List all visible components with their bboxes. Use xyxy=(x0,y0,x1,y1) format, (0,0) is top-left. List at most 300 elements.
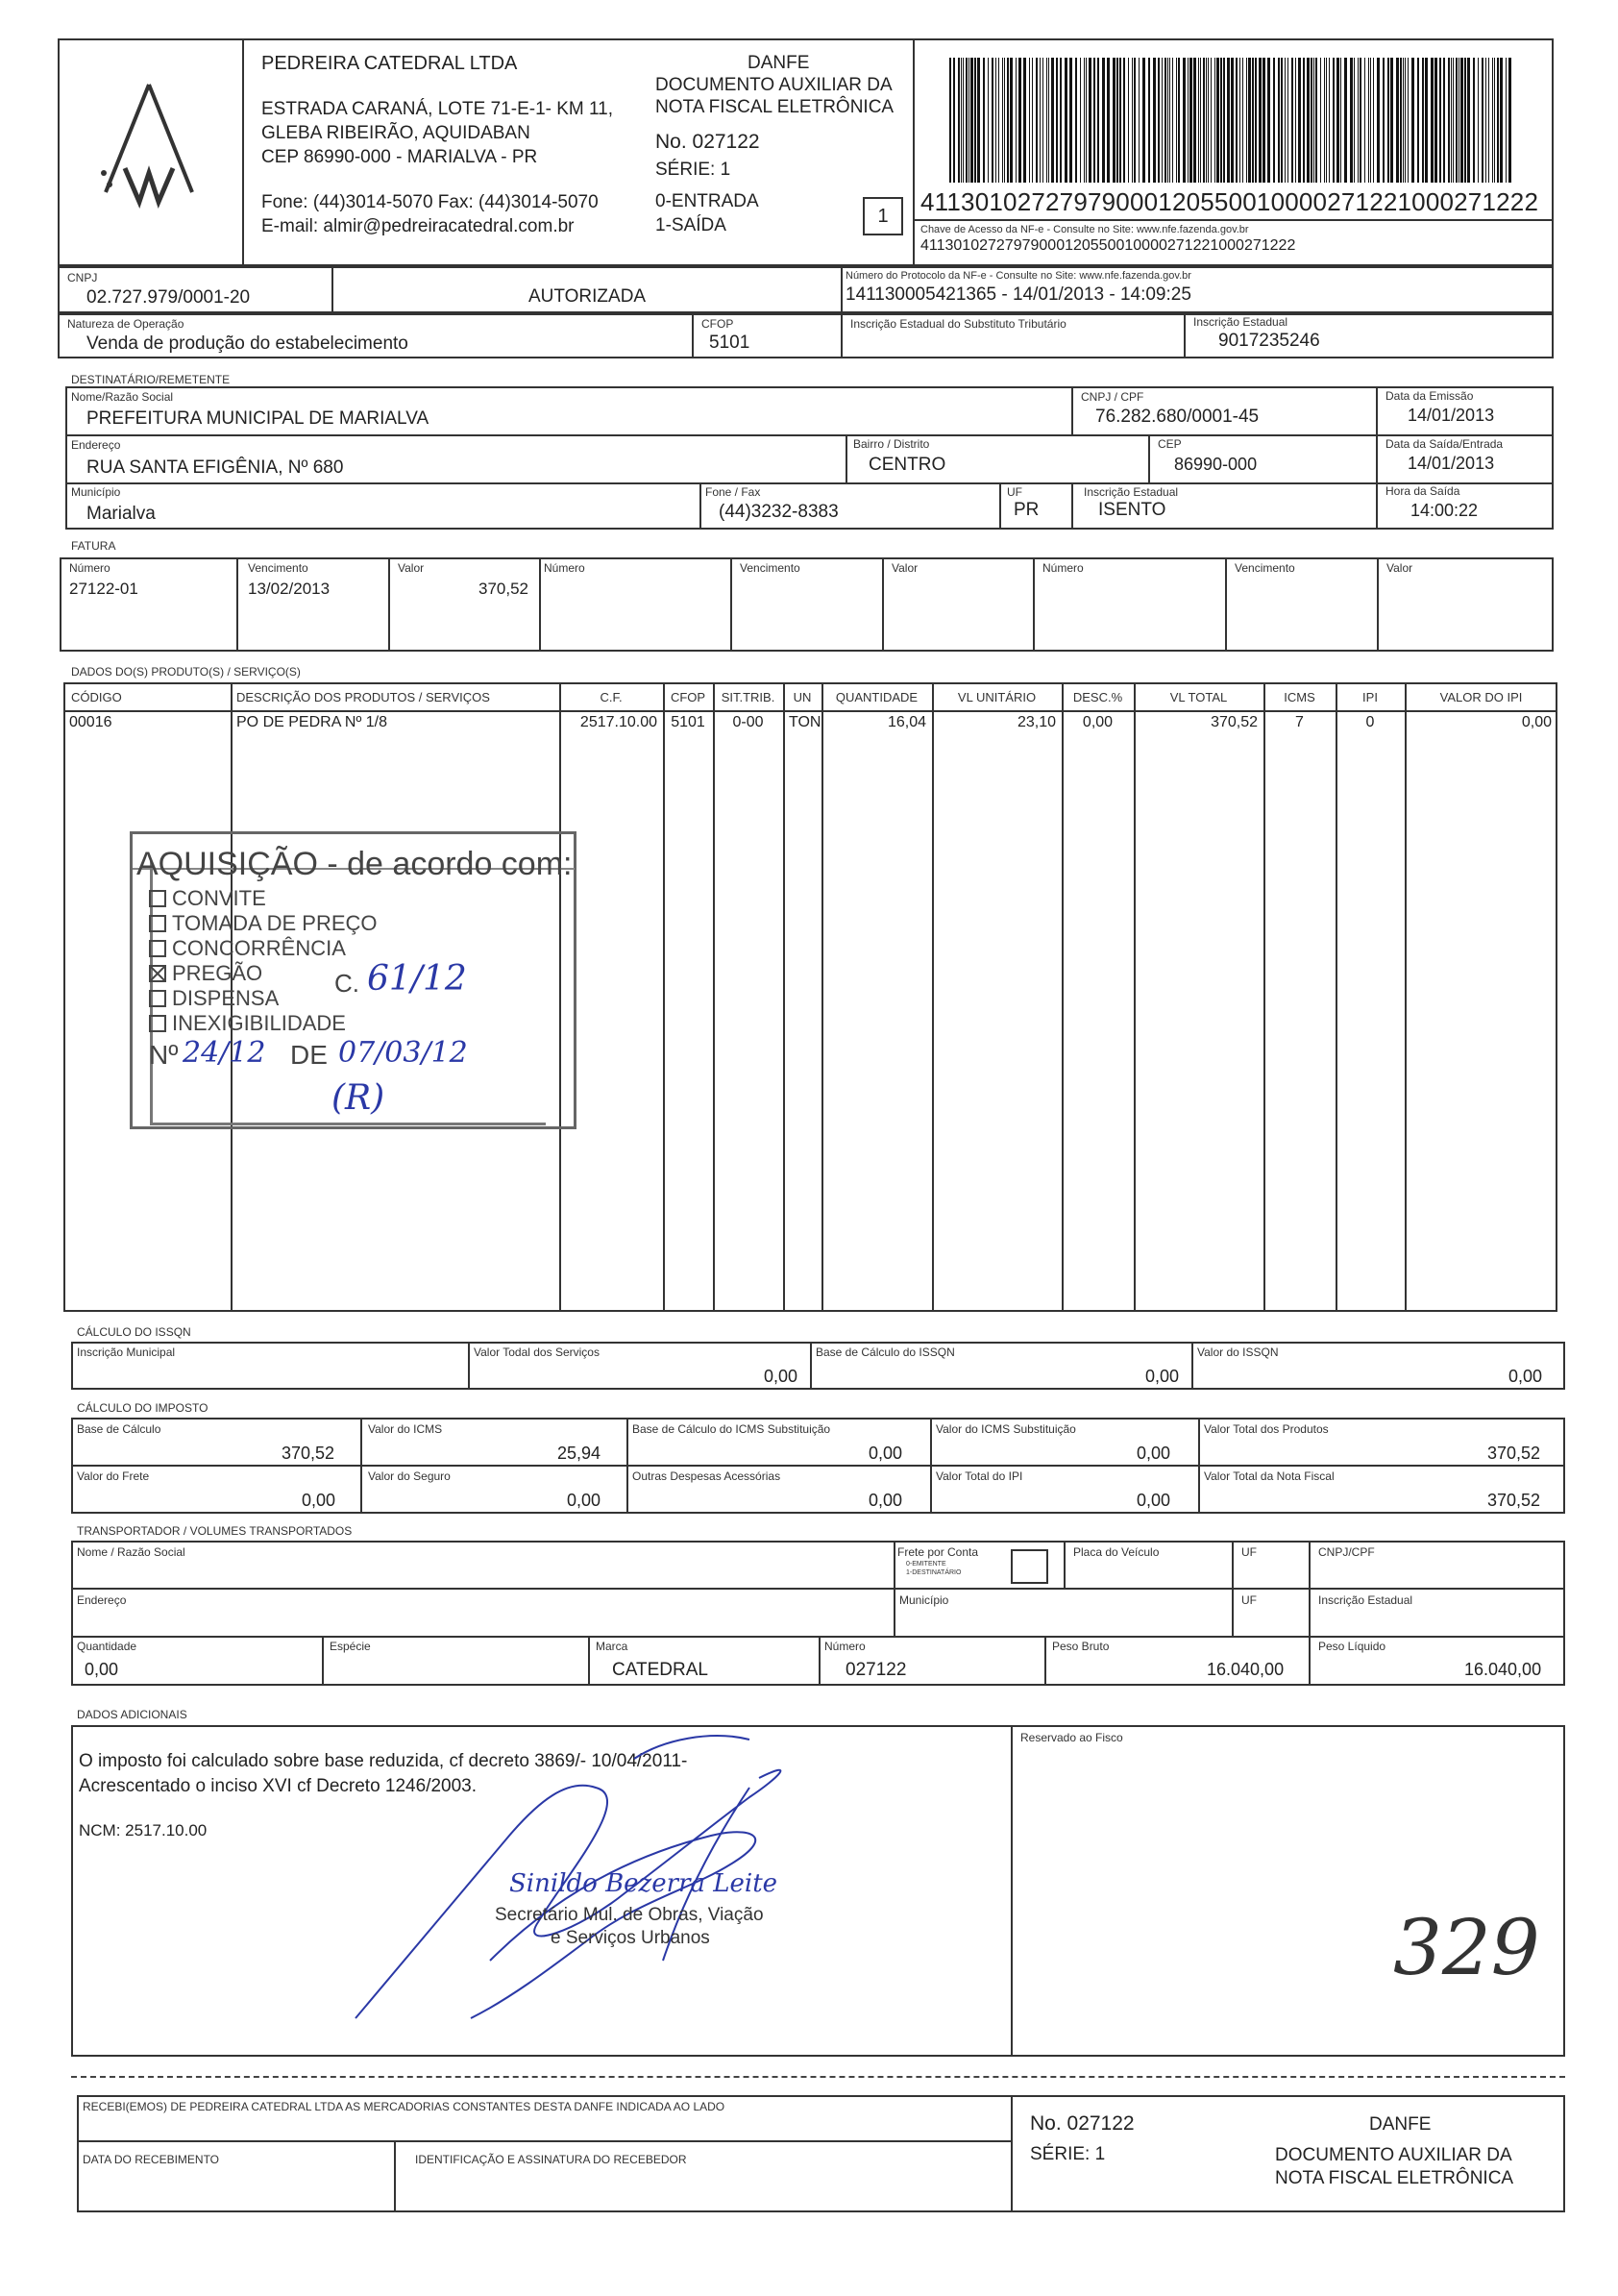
tr-h1 xyxy=(71,1588,1565,1590)
canhoto-h xyxy=(77,2140,1011,2142)
barcode-bar xyxy=(1040,58,1041,183)
linha3-div2 xyxy=(841,313,843,358)
barcode-bar xyxy=(1405,58,1406,183)
barcode-bar xyxy=(974,58,976,183)
adic-fisco-label: Reservado ao Fisco xyxy=(1020,1731,1123,1744)
dest-v-right xyxy=(1376,386,1378,530)
adic-linha1: O imposto foi calculado sobre base reduzida, cf decreto 3869/- 10/04/2011- xyxy=(79,1751,688,1771)
barcode-bar xyxy=(1373,58,1374,183)
imp-seguro: 0,00 xyxy=(567,1491,601,1510)
barcode-bar xyxy=(1464,58,1466,183)
stamp-data-prefix: DE xyxy=(290,1040,328,1070)
stamp-opt-inexigibilidade xyxy=(149,1011,346,1036)
dest-bairro-label: Bairro / Distrito xyxy=(853,437,930,451)
ie-st-label: Inscrição Estadual do Substituto Tributário xyxy=(850,317,1066,331)
chave-divider xyxy=(913,219,1554,221)
tr-v-q1 xyxy=(322,1636,324,1686)
barcode-bar xyxy=(949,58,951,183)
barcode-bar xyxy=(1158,58,1160,183)
dest-v-uf xyxy=(999,482,1001,530)
barcode-bar xyxy=(1164,58,1166,183)
linha2-div1 xyxy=(331,266,333,313)
stamp-opt-dispensa xyxy=(149,986,279,1011)
barcode-bar xyxy=(1200,58,1201,183)
tr-uf-label: UF xyxy=(1241,1545,1257,1559)
product-col-divider xyxy=(821,682,823,1312)
barcode-bar xyxy=(1387,58,1389,183)
barcode-bar xyxy=(1051,58,1054,183)
barcode-bar xyxy=(968,58,969,183)
tr-v-q2 xyxy=(588,1636,590,1686)
barcode-bar xyxy=(1056,58,1058,183)
issqn-im-label: Inscrição Municipal xyxy=(77,1346,176,1359)
barcode-bar xyxy=(1252,58,1254,183)
checkbox-icon xyxy=(149,940,166,957)
barcode-bar xyxy=(1128,58,1129,183)
barcode-bar xyxy=(1060,58,1062,183)
dest-municipio: Marialva xyxy=(86,504,156,524)
fatura-section: FATURA xyxy=(71,539,116,553)
imp-v3 xyxy=(930,1418,932,1514)
tr-peso-liquido-label: Peso Líquido xyxy=(1318,1640,1386,1653)
barcode-bar xyxy=(1403,58,1404,183)
barcode-bar xyxy=(1431,58,1434,183)
barcode-bar xyxy=(1368,58,1369,183)
barcode-bar xyxy=(1134,58,1136,183)
dest-endereco-label: Endereço xyxy=(71,438,121,452)
tr-v-placa xyxy=(1064,1541,1066,1588)
product-header-4: SIT.TRIB. xyxy=(721,690,775,704)
fat-vencimento: 13/02/2013 xyxy=(248,580,331,598)
dest-cnpj: 76.282.680/0001-45 xyxy=(1095,407,1260,427)
cnpj-value: 02.727.979/0001-20 xyxy=(86,287,251,308)
barcode-bar xyxy=(1287,58,1288,183)
imp-ipi: 0,00 xyxy=(1137,1491,1171,1510)
tr-frete-label: Frete por Conta xyxy=(897,1545,979,1559)
danfe-saida: 1-SAÍDA xyxy=(655,215,726,235)
barcode-bar xyxy=(1004,58,1005,183)
imp-outras-label: Outras Despesas Acessórias xyxy=(632,1469,781,1483)
protocolo-value: 141130005421365 - 14/01/2013 - 14:09:25 xyxy=(846,284,1191,305)
barcode-bar xyxy=(1248,58,1251,183)
barcode-bar xyxy=(1354,58,1355,183)
barcode-bar xyxy=(992,58,993,183)
issqn-base: 0,00 xyxy=(1145,1367,1180,1386)
barcode-bar xyxy=(1102,58,1105,183)
tr-v-uf xyxy=(1232,1541,1234,1636)
imp-base: 370,52 xyxy=(282,1444,335,1463)
imp-base-label: Base de Cálculo xyxy=(77,1422,161,1436)
product-header-11: IPI xyxy=(1362,690,1378,704)
danfe-title: DANFE xyxy=(748,53,810,73)
emitente-endereco2: GLEBA RIBEIRÃO, AQUIDABAN xyxy=(261,123,530,143)
barcode-bar xyxy=(1048,58,1049,183)
stamp-opt-tomada-label: TOMADA DE PREÇO xyxy=(172,911,378,935)
barcode-bar xyxy=(977,58,980,183)
barcode-bar xyxy=(1434,58,1437,183)
barcode-bar xyxy=(1227,58,1230,183)
barcode-bar xyxy=(1439,58,1441,183)
header-divider-right xyxy=(913,38,915,266)
product-header-7: VL UNITÁRIO xyxy=(957,690,1037,704)
issqn-servicos-label: Valor Todal dos Serviços xyxy=(474,1346,600,1359)
imp-total-nota-label: Valor Total da Nota Fiscal xyxy=(1204,1469,1335,1483)
stamp-pregao-prefix: C. xyxy=(334,969,359,998)
cfop-value: 5101 xyxy=(709,333,750,353)
fat-valor-label-2: Valor xyxy=(892,561,919,575)
barcode-bar xyxy=(1162,58,1163,183)
barcode-bar xyxy=(1206,58,1207,183)
natureza-value: Venda de produção do estabelecimento xyxy=(86,333,408,354)
adic-anotacao: 329 xyxy=(1393,1903,1540,1992)
tr-frete-op0: 0-EMITENTE xyxy=(906,1561,946,1568)
barcode-bar xyxy=(1231,58,1234,183)
barcode-bar xyxy=(1390,58,1393,183)
natureza-label: Natureza de Operação xyxy=(67,317,184,331)
stamp-opt-inexigibilidade-label: INEXIGIBILIDADE xyxy=(172,1011,346,1035)
barcode-bar xyxy=(1065,58,1067,183)
barcode-bar xyxy=(1139,58,1140,183)
dest-emissao-label: Data da Emissão xyxy=(1385,389,1474,403)
barcode-bar xyxy=(1400,58,1402,183)
barcode-bar xyxy=(1208,58,1209,183)
stamp-opt-pregao-label: PREGÃO xyxy=(172,961,263,985)
barcode-bar xyxy=(1451,58,1452,183)
barcode-bar xyxy=(1046,58,1047,183)
fat-v4 xyxy=(730,557,732,652)
barcode-bar xyxy=(1285,58,1286,183)
barcode-bar xyxy=(958,58,960,183)
barcode-bar xyxy=(1029,58,1030,183)
tr-municipio-label: Município xyxy=(899,1593,949,1607)
dest-uf: PR xyxy=(1014,500,1040,520)
ie-value: 9017235246 xyxy=(1218,331,1320,351)
product-cell-2: 2517.10.00 xyxy=(579,714,657,730)
tr-quantidade: 0,00 xyxy=(85,1660,119,1679)
product-header-2: C.F. xyxy=(600,690,623,704)
barcode-bar xyxy=(1086,58,1087,183)
barcode-bar xyxy=(1329,58,1330,183)
product-header-9: VL TOTAL xyxy=(1169,690,1228,704)
barcode-bar xyxy=(1281,58,1283,183)
dest-fone: (44)3232-8383 xyxy=(719,502,839,522)
fat-num-label-1: Número xyxy=(69,561,110,575)
danfe-entrada: 0-ENTRADA xyxy=(655,191,759,211)
barcode-bar xyxy=(1320,58,1321,183)
cfop-label: CFOP xyxy=(701,317,734,331)
barcode-bar xyxy=(1344,58,1347,183)
emitente-endereco3: CEP 86990-000 - MARIALVA - PR xyxy=(261,147,538,167)
barcode-bar xyxy=(1506,58,1507,183)
barcode-bar xyxy=(1178,58,1180,183)
tr-frete-op1: 1-DESTINATÁRIO xyxy=(906,1569,962,1576)
barcode-bar xyxy=(1148,58,1150,183)
imp-base-st-label: Base de Cálculo do ICMS Substituição xyxy=(632,1422,831,1436)
tr-peso-bruto: 16.040,00 xyxy=(1207,1660,1285,1679)
dest-uf-label: UF xyxy=(1007,485,1022,499)
stamp-bottom-line xyxy=(152,1123,546,1125)
barcode-bar xyxy=(1358,58,1359,183)
tr-frete-checkbox xyxy=(1011,1549,1048,1584)
checkbox-icon xyxy=(149,1015,166,1032)
issqn-valor: 0,00 xyxy=(1508,1367,1543,1386)
barcode-bar xyxy=(1119,58,1121,183)
dest-hora: 14:00:22 xyxy=(1410,501,1479,520)
barcode-bar xyxy=(1216,58,1219,183)
dest-ie-label: Inscrição Estadual xyxy=(1084,485,1179,499)
dest-cep-label: CEP xyxy=(1158,437,1182,451)
checkbox-icon xyxy=(149,915,166,932)
barcode-bar xyxy=(983,58,985,183)
barcode-bar xyxy=(1492,58,1493,183)
barcode-bar xyxy=(1246,58,1247,183)
header-divider-left xyxy=(242,38,244,266)
imp-total-prod: 370,52 xyxy=(1487,1444,1541,1463)
barcode-bar xyxy=(1259,58,1262,183)
barcode-bar xyxy=(1497,58,1499,183)
fat-venc-label-2: Vencimento xyxy=(740,561,800,575)
dest-nome-label: Nome/Razão Social xyxy=(71,390,174,404)
barcode-bar xyxy=(1010,58,1013,183)
canhoto-sub2: NOTA FISCAL ELETRÔNICA xyxy=(1275,2168,1514,2188)
fat-num-label-3: Número xyxy=(1042,561,1084,575)
barcode-bar xyxy=(1336,58,1339,183)
canhoto-sub1: DOCUMENTO AUXILIAR DA xyxy=(1275,2145,1512,2165)
barcode-bar xyxy=(1176,58,1177,183)
product-col-divider xyxy=(932,682,934,1312)
imp-icms-st: 0,00 xyxy=(1137,1444,1171,1463)
barcode-bar xyxy=(988,58,989,183)
barcode-bar xyxy=(1036,58,1038,183)
imp-v1 xyxy=(360,1418,362,1514)
dest-v-cep xyxy=(1148,434,1150,482)
protocolo-label: Número do Protocolo da NF-e - Consulte no Site: www.nfe.fazenda.gov.br xyxy=(846,270,1191,282)
barcode-bar xyxy=(1255,58,1257,183)
prod-header-line xyxy=(63,710,1557,712)
checkbox-icon xyxy=(149,990,166,1007)
tr-marca-label: Marca xyxy=(596,1640,628,1653)
product-cell-5: TON xyxy=(789,714,821,730)
barcode-bar xyxy=(1113,58,1115,183)
barcode-bar xyxy=(1167,58,1168,183)
product-col-divider xyxy=(713,682,715,1312)
barcode-bar xyxy=(1485,58,1486,183)
tr-cnpj-label: CNPJ/CPF xyxy=(1318,1545,1375,1559)
barcode-bar xyxy=(1172,58,1173,183)
stamp-opt-tomada xyxy=(149,911,378,936)
imp-outras: 0,00 xyxy=(869,1491,903,1510)
barcode-bar xyxy=(1443,58,1445,183)
product-cell-11: 0 xyxy=(1365,714,1375,730)
barcode-bar xyxy=(1488,58,1489,183)
danfe-serie: SÉRIE: 1 xyxy=(655,160,731,180)
imposto-section: CÁLCULO DO IMPOSTO xyxy=(77,1401,208,1415)
tr-v-frete xyxy=(894,1541,895,1636)
fat-v1 xyxy=(236,557,238,652)
stamp-title: AQUISIÇÃO - de acordo com: xyxy=(136,846,573,882)
product-col-divider xyxy=(1263,682,1265,1312)
signature-name: Sinildo Bezerra Leite xyxy=(509,1869,778,1898)
product-col-divider xyxy=(1134,682,1136,1312)
emitente-endereco1: ESTRADA CARANÁ, LOTE 71-E-1- KM 11, xyxy=(261,99,614,119)
barcode-bar xyxy=(1107,58,1110,183)
barcode-bar xyxy=(1460,58,1463,183)
barcode-bar xyxy=(1069,58,1072,183)
barcode-bar xyxy=(1295,58,1296,183)
barcode-bar xyxy=(1278,58,1280,183)
stamp-opt-dispensa-label: DISPENSA xyxy=(172,986,280,1010)
barcode-bar xyxy=(1214,58,1215,183)
barcode-bar xyxy=(1448,58,1450,183)
tr-especie-label: Espécie xyxy=(330,1640,371,1653)
barcode-bar xyxy=(1333,58,1335,183)
stamp-opt-convite-label: CONVITE xyxy=(172,886,266,910)
barcode xyxy=(949,58,1511,183)
adic-divider xyxy=(1011,1725,1013,2057)
stamp-opt-concorrencia-label: CONCORRÊNCIA xyxy=(172,936,346,960)
barcode-bar xyxy=(1116,58,1118,183)
barcode-bar xyxy=(1360,58,1361,183)
tr-marca: CATEDRAL xyxy=(612,1660,708,1680)
dest-v-fone xyxy=(699,482,701,530)
barcode-bar xyxy=(1263,58,1265,183)
tr-uf2-label: UF xyxy=(1241,1593,1257,1607)
stamp-opt-convite xyxy=(149,886,266,911)
barcode-bar xyxy=(1453,58,1454,183)
product-cell-6: 16,04 xyxy=(887,714,926,730)
product-header-1: DESCRIÇÃO DOS PRODUTOS / SERVIÇOS xyxy=(236,690,490,704)
linha2-div2 xyxy=(841,266,843,313)
fat-valor-label-1: Valor xyxy=(398,561,425,575)
dest-ie: ISENTO xyxy=(1098,500,1166,520)
tr-v-q3 xyxy=(819,1636,821,1686)
barcode-bar xyxy=(1132,58,1133,183)
barcode-bar xyxy=(1364,58,1365,183)
barcode-bar xyxy=(1016,58,1017,183)
product-header-3: CFOP xyxy=(670,690,706,704)
status-autorizada: AUTORIZADA xyxy=(528,286,647,307)
imp-seguro-label: Valor do Seguro xyxy=(368,1469,451,1483)
tr-v-q5 xyxy=(1309,1636,1311,1686)
barcode-bar xyxy=(1478,58,1479,183)
issqn-v3 xyxy=(1191,1342,1193,1390)
barcode-bar xyxy=(1023,58,1026,183)
barcode-bar xyxy=(1242,58,1243,183)
barcode-bar xyxy=(953,58,955,183)
canhoto-vmid xyxy=(394,2140,396,2212)
barcode-bar xyxy=(966,58,968,183)
fat-v8 xyxy=(1377,557,1379,652)
barcode-bar xyxy=(1396,58,1399,183)
stamp-pregao-num: 61/12 xyxy=(367,959,467,999)
tr-endereco-label: Endereço xyxy=(77,1593,127,1607)
product-header-0: CÓDIGO xyxy=(71,690,122,704)
barcode-bar xyxy=(1370,58,1371,183)
barcode-bar xyxy=(1093,58,1095,183)
dest-h1 xyxy=(65,434,1554,436)
canhoto-numero: No. 027122 xyxy=(1030,2112,1135,2135)
barcode-bar xyxy=(995,58,996,183)
issqn-valor-label: Valor do ISSQN xyxy=(1197,1346,1279,1359)
barcode-bar xyxy=(1220,58,1222,183)
canhoto-titulo: DANFE xyxy=(1369,2114,1432,2135)
fat-v5 xyxy=(882,557,884,652)
product-col-divider xyxy=(1336,682,1337,1312)
canhoto-vright xyxy=(1011,2095,1013,2212)
issqn-servicos: 0,00 xyxy=(764,1367,798,1386)
ie-label: Inscrição Estadual xyxy=(1193,315,1288,329)
fat-v2 xyxy=(388,557,390,652)
barcode-bar xyxy=(1494,58,1495,183)
tr-quantidade-label: Quantidade xyxy=(77,1640,137,1653)
barcode-bar xyxy=(1080,58,1081,183)
adicionais-section: DADOS ADICIONAIS xyxy=(77,1708,187,1721)
stamp-data: 07/03/12 xyxy=(338,1036,468,1070)
barcode-bar xyxy=(1239,58,1240,183)
imp-icms-st-label: Valor do ICMS Substituição xyxy=(936,1422,1076,1436)
danfe-tipo-box: 1 xyxy=(863,197,903,235)
barcode-bar xyxy=(1303,58,1305,183)
barcode-bar xyxy=(1298,58,1301,183)
tr-placa-label: Placa do Veículo xyxy=(1073,1545,1160,1559)
barcode-bar xyxy=(1002,58,1003,183)
imp-base-st: 0,00 xyxy=(869,1444,903,1463)
linha3-div3 xyxy=(1184,313,1186,358)
barcode-bar xyxy=(1223,58,1225,183)
dest-cep: 86990-000 xyxy=(1174,455,1258,474)
barcode-bar xyxy=(1315,58,1317,183)
fat-num-label-2: Número xyxy=(544,561,585,575)
barcode-bar xyxy=(1291,58,1293,183)
barcode-bar xyxy=(1142,58,1145,183)
barcode-bar xyxy=(1123,58,1125,183)
barcode-bar xyxy=(1473,58,1475,183)
stamp-numero-prefix: Nº xyxy=(149,1040,179,1070)
stamp-numero: 24/12 xyxy=(183,1036,266,1070)
imp-total-prod-label: Valor Total dos Produtos xyxy=(1204,1422,1329,1436)
product-header-10: ICMS xyxy=(1284,690,1315,704)
product-header-12: VALOR DO IPI xyxy=(1439,690,1523,704)
barcode-bar xyxy=(1307,58,1310,183)
barcode-bar xyxy=(1198,58,1199,183)
dest-emissao: 14/01/2013 xyxy=(1408,406,1495,425)
fat-v3 xyxy=(539,557,541,652)
barcode-bar xyxy=(1032,58,1033,183)
stamp-opt-pregao xyxy=(149,961,262,986)
barcode-bar xyxy=(961,58,962,183)
stamp-rubrica: (R) xyxy=(331,1078,385,1118)
barcode-bar xyxy=(1417,58,1419,183)
linha2-box xyxy=(58,266,1554,313)
danfe-sub2: NOTA FISCAL ELETRÔNICA xyxy=(655,97,895,117)
checked-box-icon xyxy=(149,965,166,982)
fat-numero: 27122-01 xyxy=(69,580,138,598)
linha3-div1 xyxy=(692,313,694,358)
barcode-bar xyxy=(998,58,999,183)
tr-numero: 027122 xyxy=(846,1660,907,1680)
emitente-email: E-mail: almir@pedreiracatedral.com.br xyxy=(261,216,575,236)
product-col-divider xyxy=(783,682,785,1312)
chave-numero-pequeno: 41130102727979000120550010000271221000271222 xyxy=(920,237,1296,254)
tr-v-cnpj xyxy=(1309,1541,1311,1636)
barcode-bar xyxy=(1018,58,1021,183)
imp-frete: 0,00 xyxy=(302,1491,336,1510)
imp-v4 xyxy=(1198,1418,1200,1514)
produtos-section: DADOS DO(S) PRODUTO(S) / SERVIÇO(S) xyxy=(71,665,301,679)
barcode-bar xyxy=(1089,58,1091,183)
stamp-opt-concorrencia xyxy=(149,936,346,961)
emitente-nome: PEDREIRA CATEDRAL LTDA xyxy=(261,53,518,74)
